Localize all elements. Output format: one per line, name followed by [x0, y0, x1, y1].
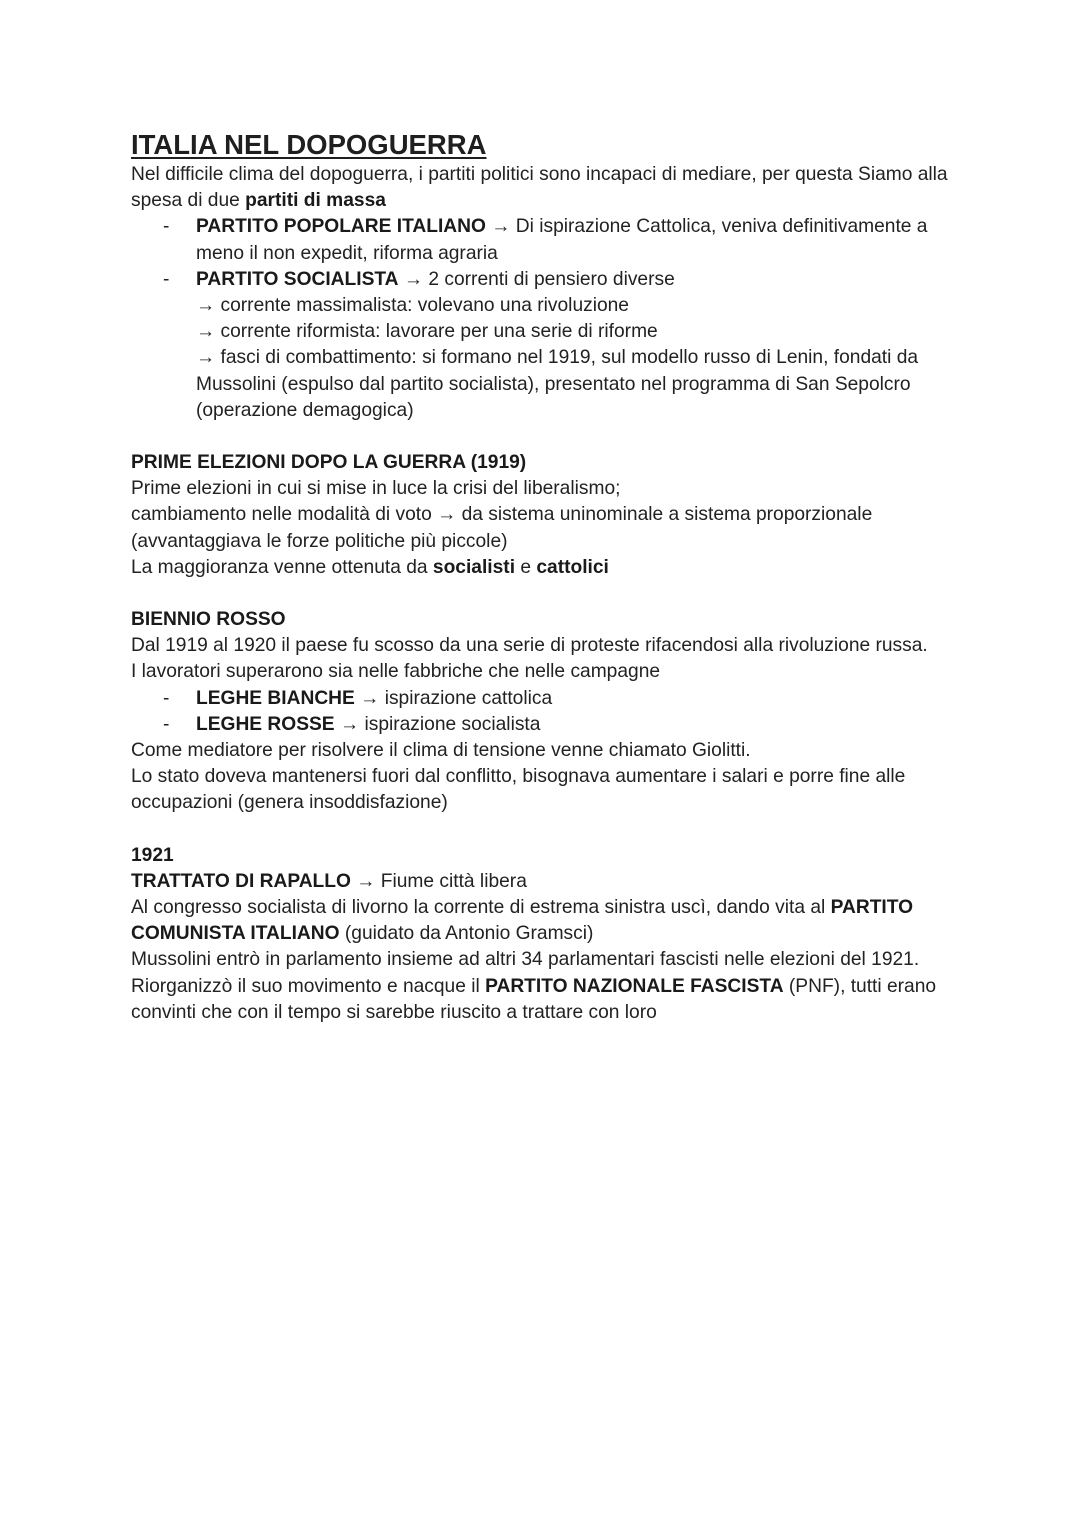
bold-text: TRATTATO DI RAPALLO [131, 870, 351, 892]
league-desc: → ispirazione cattolica [354, 687, 553, 709]
intro-bold: partiti di massa [245, 190, 386, 212]
sub-item: → corrente massimalista: volevano una rivoluzione [196, 295, 629, 317]
sub-item: → corrente riformista: lavorare per una serie di riforme [196, 321, 658, 343]
list-item [196, 712, 961, 738]
sub-item: → fasci di combattimento: si formano nel 1919, sul modello russo di Lenin, fondati da Mussolini (espulso dal partito socialista), presentato nel programma di San Sepolcro (operazione demagogica) [196, 347, 919, 421]
bold-text: cattolici [536, 556, 609, 578]
intro-paragraph [131, 162, 961, 214]
paragraph: cambiamento nelle modalità di voto → da sistema uninominale a sistema proporzionale (avvantaggiava le forze politiche più piccole) [131, 504, 873, 552]
bold-text: socialisti [432, 556, 516, 578]
paragraph [131, 555, 961, 581]
text: (guidato da Antonio Gramsci) [339, 923, 594, 945]
league-desc: → ispirazione socialista [334, 713, 541, 735]
intro-text: Nel difficile clima del dopoguerra, i partiti politici sono incapaci di mediare, per questa Siamo alla spesa di due [131, 164, 948, 212]
paragraph: Dal 1919 al 1920 il paese fu scosso da una serie di proteste rifacendosi alla rivoluzione russa. [131, 635, 928, 657]
league-name: LEGHE ROSSE [196, 713, 335, 735]
list-item [196, 686, 961, 712]
paragraph [131, 895, 961, 947]
section-heading: BIENNIO ROSSO [131, 609, 286, 631]
paragraph: Prime elezioni in cui si mise in luce la crisi del liberalismo; [131, 478, 621, 500]
paragraph: I lavoratori superarono sia nelle fabbriche che nelle campagne [131, 661, 661, 683]
list-item [196, 267, 961, 424]
text: e [515, 556, 537, 578]
bold-text: PARTITO NAZIONALE FASCISTA [485, 975, 784, 997]
party-desc: → Di ispirazione Cattolica, veniva definitivamente a meno il non expedit, riforma agraria [196, 216, 928, 264]
document-page [131, 128, 961, 1026]
paragraph [131, 869, 961, 895]
party-name: PARTITO SOCIALISTA [196, 268, 399, 290]
party-name: PARTITO POPOLARE ITALIANO [196, 216, 486, 238]
section-1921 [131, 843, 961, 1026]
text: La maggioranza venne ottenuta da [131, 556, 433, 578]
paragraph [131, 947, 961, 1026]
text: (PNF), tutti erano convinti che con il tempo si sarebbe riuscito a trattare con loro [131, 975, 937, 1023]
section-heading: PRIME ELEZIONI DOPO LA GUERRA (1919) [131, 452, 527, 474]
text: Al congresso socialista di livorno la corrente di estrema sinistra uscì, dando vita al [131, 897, 831, 919]
page-title: ITALIA NEL DOPOGUERRA [131, 129, 487, 160]
text: Mussolini entrò in parlamento insieme ad altri 34 parlamentari fascisti nelle elezioni del 1921. Riorganizzò il suo movimento e nacque il [131, 949, 920, 997]
section-biennio [131, 607, 961, 817]
league-name: LEGHE BIANCHE [196, 687, 355, 709]
leagues-list [131, 686, 961, 738]
parties-list [131, 214, 961, 424]
list-item [196, 214, 961, 266]
party-desc: → 2 correnti di pensiero diverse [398, 268, 675, 290]
bold-text: PARTITO COMUNISTA ITALIANO [131, 897, 914, 945]
section-elections [131, 450, 961, 581]
section-heading: 1921 [131, 844, 174, 866]
text: → Fiume città libera [350, 870, 527, 892]
paragraph: Come mediatore per risolvere il clima di tensione venne chiamato Giolitti. [131, 740, 751, 762]
paragraph: Lo stato doveva mantenersi fuori dal conflitto, bisognava aumentare i salari e porre fine alle occupazioni (genera insoddisfazione) [131, 766, 906, 814]
